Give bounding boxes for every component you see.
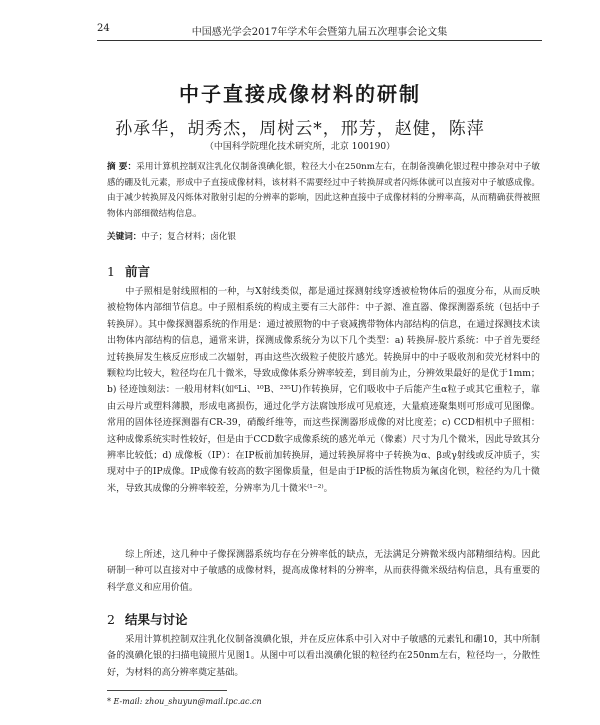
footnote-email: * E-mail: zhou_shuyun@mail.ipc.ac.cn [107, 697, 262, 706]
body-paragraph: 综上所述，这几种中子像探测器系统均存在分辨率低的缺点，无法满足分辨微米级内部精细结构。因此研制一种可以直接对中子敏感的成像材料，提高成像材料的分辨率，从而获得微米级结构信息，具有重要的科学意义和应用价值。 [107, 550, 540, 593]
section-title: 结果与讨论 [124, 612, 188, 627]
affiliation: （中国科学院理化技术研究所，北京 100190） [204, 142, 396, 152]
keywords-label: 关键词： [107, 232, 142, 242]
body-paragraph: 采用计算机控制双注乳化仪制备溴碘化银，并在反应体系中引入对中子敏感的元素钆和硼10，其中所制备的溴碘化银的扫描电镜照片见图1。从图中可以看出溴碘化银的粒径约在250nm左右，粒径均一，分散性好，为材料的高分辨率奠定基础。 [107, 635, 540, 678]
footnote-rule [107, 690, 227, 691]
journal-title: 中国感光学会2017年学术年会暨第九届五次理事会论文集 [191, 27, 448, 38]
section-number: 1 [107, 264, 115, 279]
abstract [107, 160, 540, 222]
section-heading-2 [107, 610, 187, 628]
author-list: 孙承华，胡秀杰，周树云*，邢芳，赵健，陈萍 [115, 119, 485, 139]
page-number: 24 [97, 23, 110, 34]
section-heading-1 [107, 262, 150, 280]
running-header [97, 20, 542, 41]
keywords [107, 230, 540, 242]
keywords-text: 中子；复合材料；卤化银 [141, 232, 236, 242]
abstract-label: 摘 要： [107, 162, 137, 172]
abstract-text: 采用计算机控制双注乳化仪制备溴碘化银，粒径大小在250nm左右，在制备溴碘化银过程中掺杂对中子敏感的硼及钆元素，形成中子直接成像材料，该材料不需要经过中子转换屏或者闪烁体就可以直接对中子敏感成像。由于减少转换屏及闪烁体对散射引起的分辨率的影响，因此这种直接中子成像材料的分辨率高，从而精确获得被照物体内部细微结构信息。 [107, 162, 540, 219]
section-title: 前言 [124, 264, 150, 279]
section-number: 2 [107, 612, 115, 627]
body-paragraph: 中子照相是射线照相的一种，与X射线类似，都是通过探测射线穿透被检物体后的强度分布，从而反映被检物体内部细节信息。中子照相系统的构成主要有三大部件：中子源、准直器、像探测器系统（包括中子转换屏）。其中像探测器系统的作用是：通过被照物的中子衰减携带物体内部结构的信息，在通过探测技术读出物体内部结构的信息，通常来讲，探测成像系统分为以下几个类型：a) 转换屏-胶片系统：中子首先要经过转换屏发生核反应形成二次辐射，再由这些次级粒子使胶片感光。转换屏中的中子吸收剂和荧光材料中的颗粒均比较大，粒径均在几十微米，导致成像体系分辨率较差，到目前为止，分辨效果最好的是优于1mm；b) 径迹蚀刻法：一般用材料(如⁶Li、¹⁰B、²³⁵U)作转换屏，它们吸收中子后能产生α粒子或其它重粒子，靠由云母片或塑料薄膜，形成电离损伤，通过化学方法腐蚀形成可见痕迹，大量痕迹聚集则可形成可见图像。常用的固体径迹探测器有CR-39，硝酸纤维等，而这些探测器形成像的对比度差；c) CCD相机中子照相：这种成像系统实时性较好，但是由于CCD数字成像系统的感光单元（像素）尺寸为几个微米，因此导致其分辨率比较低；d) 成像板（IP）：在IP板前加转换屏，通过转换屏将中子转换为α、β或γ射线或反冲质子，实现对中子的IP成像。IP成像有较高的数字图像质量，但是由于IP板的活性物质为氟卤化钡，粒径约为几十微米，导致其成像的分辨率较差，分辨率为几十微米⁽¹⁻²⁾。 [107, 287, 540, 494]
paper-title: 中子直接成像材料的研制 [179, 82, 421, 106]
